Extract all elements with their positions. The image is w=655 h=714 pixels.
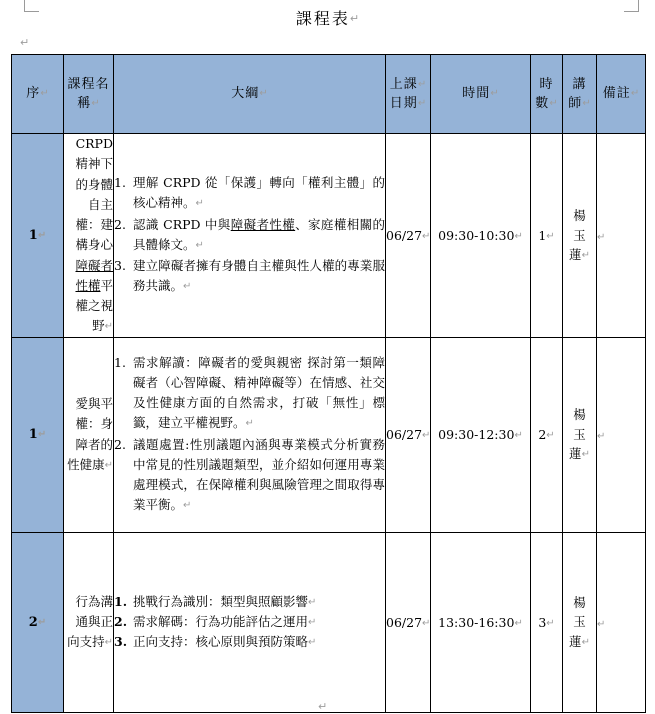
outline-item (114, 592, 385, 612)
cell-outline (114, 337, 386, 532)
teacher-char-value: 玉 (573, 614, 586, 630)
text-run: 行為溝通與正向支持 (67, 593, 113, 650)
date-value: 06/27 (386, 427, 423, 442)
outline-item-paragraph-mark: ↵ (308, 596, 317, 608)
seq-paragraph-mark: ↵ (37, 429, 47, 440)
empty-paragraph-mark: ↵ (20, 36, 30, 49)
header-seq-label: 序 (26, 86, 41, 102)
teacher-char-value: 蓮 (569, 446, 582, 462)
outline-item (114, 173, 385, 214)
outline-list (114, 353, 385, 516)
seq-value: 1 (28, 427, 38, 442)
header-teacher (563, 55, 597, 134)
teacher-name-char (563, 632, 596, 651)
header-date-line1: 上課↵ (389, 76, 427, 92)
teacher-char-value: 玉 (573, 426, 586, 442)
outline-item-paragraph-mark: ↵ (183, 500, 192, 512)
teacher-name-char (563, 245, 596, 264)
header-hours-line2: 數↵ (535, 96, 558, 111)
time-paragraph-mark: ↵ (514, 617, 523, 629)
header-outline-label: 大綱 (231, 86, 260, 102)
cell-date (386, 337, 431, 532)
document-title-row (0, 6, 655, 29)
cell-date (386, 134, 431, 338)
header-hours-line1: 時 (539, 76, 554, 92)
cell-time (431, 337, 531, 532)
teacher-char-value: 蓮 (569, 633, 582, 649)
outline-item-number: 1. (114, 593, 128, 609)
cell-remark (597, 532, 646, 712)
header-hours-mark: ↵ (549, 98, 558, 109)
cell-outline (114, 532, 386, 712)
teacher-char-value: 楊 (573, 594, 586, 610)
cell-remark (597, 134, 646, 338)
outline-item-paragraph-mark: ↵ (308, 616, 317, 628)
header-remark (597, 55, 646, 134)
outline-list (114, 592, 385, 653)
hours-paragraph-mark: ↵ (546, 617, 555, 629)
outline-item-paragraph-mark: ↵ (245, 418, 254, 430)
outline-item-paragraph-mark: ↵ (183, 281, 192, 293)
outline-item-number: 2. (114, 613, 128, 629)
cell-time (431, 532, 531, 712)
header-date-mark1: ↵ (417, 78, 427, 90)
header-teacher-mark: ↵ (582, 98, 591, 109)
tail-paragraph-mark: ↵ (318, 700, 328, 713)
header-time-mark: ↵ (490, 88, 499, 100)
header-course-name-label: 課程名稱 (67, 76, 110, 111)
course-name-paragraph-mark: ↵ (104, 637, 113, 649)
time-value: 09:30-12:30 (438, 427, 515, 442)
table-body (12, 134, 646, 713)
text-run: 需求解讀：障礙者的愛與親密 探討第一類障礙者（心智障礙、精神障礙等）在情感、社交及性健康方面的自然需求，打破「無性」標籤，建立平權視野。 (133, 354, 385, 431)
time-paragraph-mark: ↵ (514, 230, 523, 242)
remark-paragraph-mark: ↵ (597, 231, 606, 243)
text-run: 理解 CRPD 從「保護」轉向「權利主體」的核心精神。 (133, 175, 385, 211)
outline-item-number: 2. (114, 216, 126, 232)
outline-item (114, 612, 385, 632)
seq-value: 1 (28, 227, 38, 243)
teacher-name-char (563, 612, 596, 631)
course-schedule-table (11, 54, 646, 713)
text-run: 挑戰行為識別：類型與照顧影響 (133, 593, 309, 609)
table-header (12, 55, 646, 134)
cell-course-name (64, 337, 114, 532)
header-remark-mark: ↵ (630, 88, 640, 100)
cell-hours (531, 134, 563, 338)
remark-paragraph-mark: ↵ (597, 618, 606, 630)
teacher-name-char (563, 206, 596, 225)
header-date-mark2: ↵ (417, 98, 427, 109)
table-row (12, 532, 646, 712)
underlined-text: 障礙者性權 (230, 216, 296, 232)
outline-item-number: 1. (114, 354, 126, 370)
cell-date (386, 532, 431, 712)
cell-seq (12, 134, 64, 338)
time-value: 09:30-10:30 (438, 227, 515, 243)
date-value: 06/27 (386, 614, 423, 630)
cell-teacher (563, 134, 597, 338)
teacher-name-char (563, 405, 596, 424)
teacher-char-value: 蓮 (569, 246, 582, 262)
text-run: 正向支持：核心原則與預防策略 (133, 634, 309, 650)
teacher-name-char (563, 593, 596, 612)
header-seq-mark: ↵ (40, 88, 49, 100)
outline-item-number: 1. (114, 175, 126, 190)
date-value: 06/27 (386, 227, 423, 243)
header-time-label: 時間 (462, 86, 491, 102)
outline-item-number: 3. (114, 258, 126, 273)
cell-remark (597, 337, 646, 532)
outline-list (114, 173, 385, 297)
text-run: 認識 CRPD 中與 (133, 216, 231, 232)
header-time (431, 55, 531, 134)
date-paragraph-mark: ↵ (422, 430, 431, 441)
outline-item (114, 256, 385, 297)
outline-item-paragraph-mark: ↵ (195, 239, 204, 251)
hours-value: 1 (538, 227, 547, 243)
hours-paragraph-mark: ↵ (546, 230, 555, 242)
teacher-name-char (563, 425, 596, 444)
cell-teacher (563, 532, 597, 712)
page-title: 課程表 (295, 9, 350, 28)
header-teacher-line2: 師↵ (568, 96, 591, 111)
cell-seq (12, 337, 64, 532)
outline-item-paragraph-mark: ↵ (308, 637, 317, 649)
hours-value: 2 (538, 427, 547, 442)
outline-item (114, 353, 385, 434)
teacher-char-value: 楊 (573, 407, 586, 423)
outline-item-paragraph-mark: ↵ (195, 198, 204, 210)
table-row (12, 337, 646, 532)
date-paragraph-mark: ↵ (422, 617, 431, 629)
cell-seq (12, 532, 64, 712)
header-outline (114, 55, 386, 134)
teacher-paragraph-mark: ↵ (581, 636, 590, 648)
cell-outline (114, 134, 386, 338)
title-paragraph-mark: ↵ (349, 12, 360, 25)
teacher-name-char (563, 226, 596, 245)
outline-item-number: 2. (114, 436, 126, 452)
teacher-paragraph-mark: ↵ (581, 249, 590, 261)
text-run: 、家庭權相關的具體條文。 (133, 216, 385, 252)
header-remark-label: 備註 (602, 86, 631, 102)
header-course-name-mark: ↵ (91, 98, 100, 109)
header-outline-mark: ↵ (259, 88, 268, 100)
text-run: CRPD 精神下的身體自主權：建構身心 (75, 136, 113, 253)
header-row (12, 55, 646, 134)
cell-teacher (563, 337, 597, 532)
seq-paragraph-mark: ↵ (37, 229, 47, 241)
cell-course-name (64, 532, 114, 712)
teacher-char-value: 玉 (573, 227, 586, 243)
underlined-text: 障礙者性權 (75, 257, 113, 293)
outline-item (114, 215, 385, 256)
header-teacher-line1: 講 (572, 76, 587, 92)
cell-hours (531, 337, 563, 532)
text-run: 建立障礙者擁有身體自主權與性人權的專業服務共識。 (133, 258, 385, 294)
text-run: 需求解碼：行為功能評估之運用 (133, 613, 309, 629)
date-paragraph-mark: ↵ (422, 230, 431, 242)
header-hours (531, 55, 563, 134)
hours-paragraph-mark: ↵ (546, 430, 555, 441)
course-name-paragraph-mark: ↵ (104, 459, 113, 471)
remark-paragraph-mark: ↵ (597, 431, 606, 442)
outline-item (114, 435, 385, 516)
header-seq (12, 55, 64, 134)
hours-value: 3 (538, 614, 547, 630)
seq-value: 2 (28, 614, 38, 630)
cell-hours (531, 532, 563, 712)
text-run: 議題處置:性別議題內涵與專業模式分析實務中常見的性別議題類型，並介紹如何運用專業處理模式，在保障權利與風險管理之間取得專業平衡。 (133, 436, 385, 513)
header-date (386, 55, 431, 134)
seq-paragraph-mark: ↵ (37, 616, 47, 628)
outline-item (114, 632, 385, 652)
time-paragraph-mark: ↵ (514, 430, 523, 441)
table-row (12, 134, 646, 338)
teacher-name-char (563, 444, 596, 463)
header-date-line2: 日期↵ (389, 96, 427, 111)
cell-course-name (64, 134, 114, 338)
cell-time (431, 134, 531, 338)
text-run: 愛與平權：身障者的性健康 (67, 396, 113, 472)
header-course-name (64, 55, 114, 134)
teacher-char-value: 楊 (573, 208, 586, 224)
time-value: 13:30-16:30 (438, 614, 515, 630)
teacher-paragraph-mark: ↵ (581, 449, 590, 461)
course-name-paragraph-mark: ↵ (104, 321, 113, 333)
text-run: 平權之視野 (75, 277, 113, 334)
outline-item-number: 3. (114, 634, 128, 650)
